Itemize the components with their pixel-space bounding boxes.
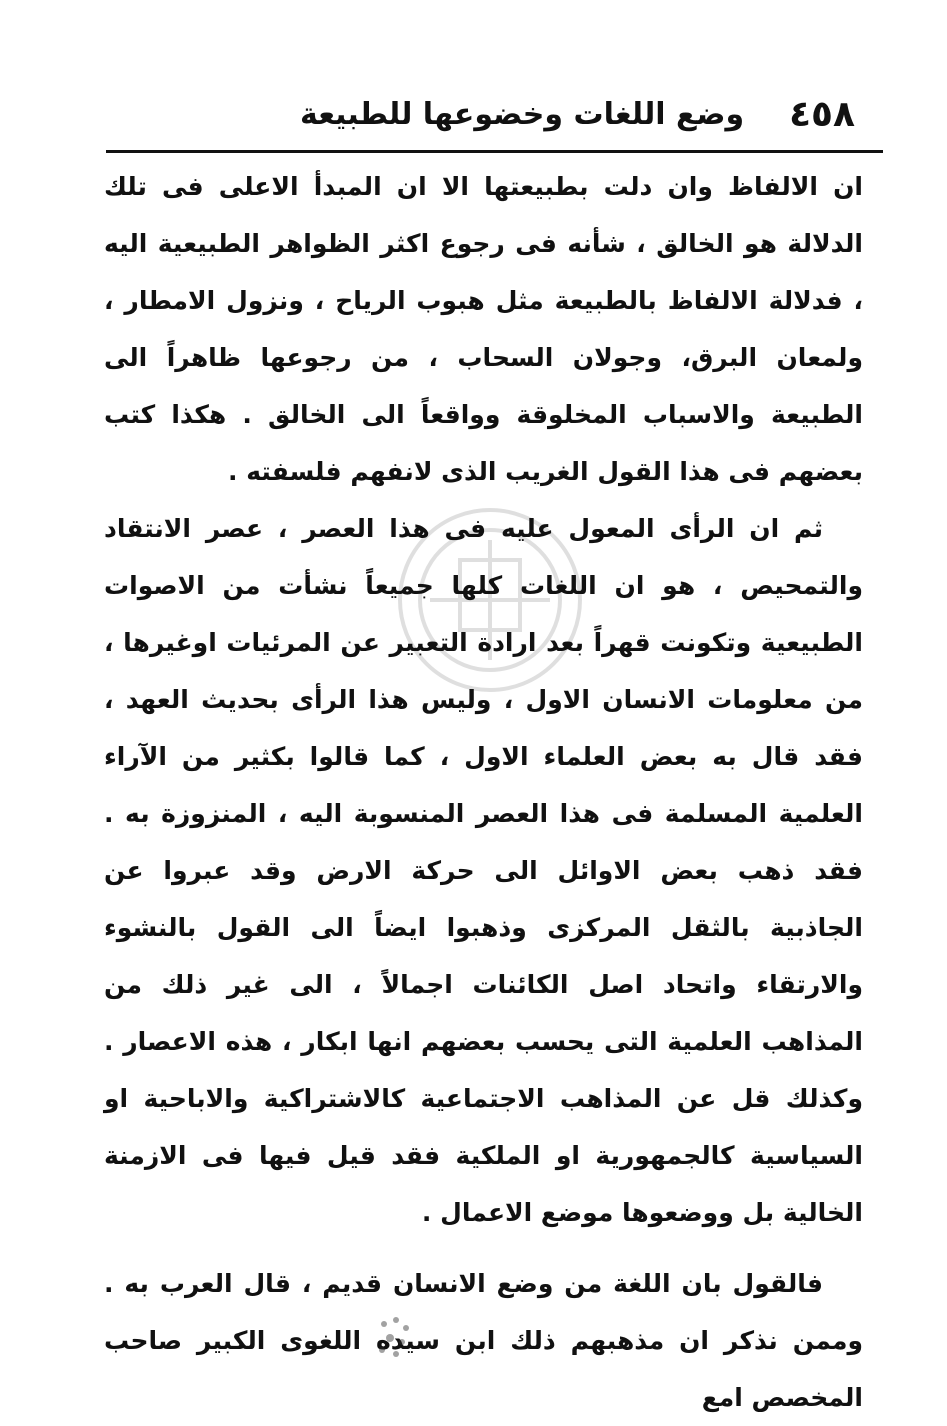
body-text bbox=[104, 158, 863, 1426]
paragraph: ان الالفاظ وان دلت بطبيعتها الا ان المبدأ الاعلى فى تلك الدلالة هو الخالق ، شأنه فى رجوع اكثر الظواهر الطبيعية اليه ، فدلالة الالفاظ بالطبيعة مثل هبوب الرياح ، ونزول الامطار ، ولمعان البرق، وجولان السحاب ، من رجوعها ظاهراً الى الطبيعة والاسباب المخلوقة وواقعاً الى الخالق . هكذا كتب بعضهم فى هذا القول الغريب الذى لانفهم فلسفته . bbox=[104, 172, 863, 486]
paragraph: فالقول بان اللغة من وضع الانسان قديم ، قال العرب به . وممن نذكر ان مذهبهم ذلك ابن سيده اللغوى الكبير صاحب المخصص امع bbox=[104, 1269, 863, 1412]
page-title: وضع اللغات وخضوعها للطبيعة bbox=[300, 96, 745, 132]
page-number: ٤٥٨ bbox=[789, 93, 855, 135]
header-rule bbox=[106, 150, 883, 153]
page-header bbox=[300, 86, 855, 142]
footer-ornament-icon bbox=[366, 1310, 422, 1366]
paragraph: ثم ان الرأى المعول عليه فى هذا العصر ، عصر الانتقاد والتمحيص ، هو ان اللغات كلها جميعاً نشأت من الاصوات الطبيعية وتكونت قهراً بعد ارادة التعبير عن المرئيات اوغيرها ، من معلومات الانسان الاول ، وليس هذا الرأى بحديث العهد ، فقد قال به بعض العلماء الاول ، كما قالوا بكثير من الآراء العلمية المسلمة فى هذا العصر المنسوبة اليه ، المنزوزة به . فقد ذهب بعض الاوائل الى حركة الارض وقد عبروا عن الجاذبية بالثقل المركزى وذهبوا ايضاً الى القول بالنشوء والارتقاء واتحاد اصل الكائنات اجمالاً ، الى غير ذلك من المذاهب العلمية التى يحسب بعضهم انها ابكار ، هذه الاعصار . وكذلك قل عن المذاهب الاجتماعية كالاشتراكية والاباحية او السياسية كالجمهورية او الملكية فقد قيل فيها فى الازمنة الخالية بل ووضعوها موضع الاعمال . bbox=[104, 514, 863, 1227]
